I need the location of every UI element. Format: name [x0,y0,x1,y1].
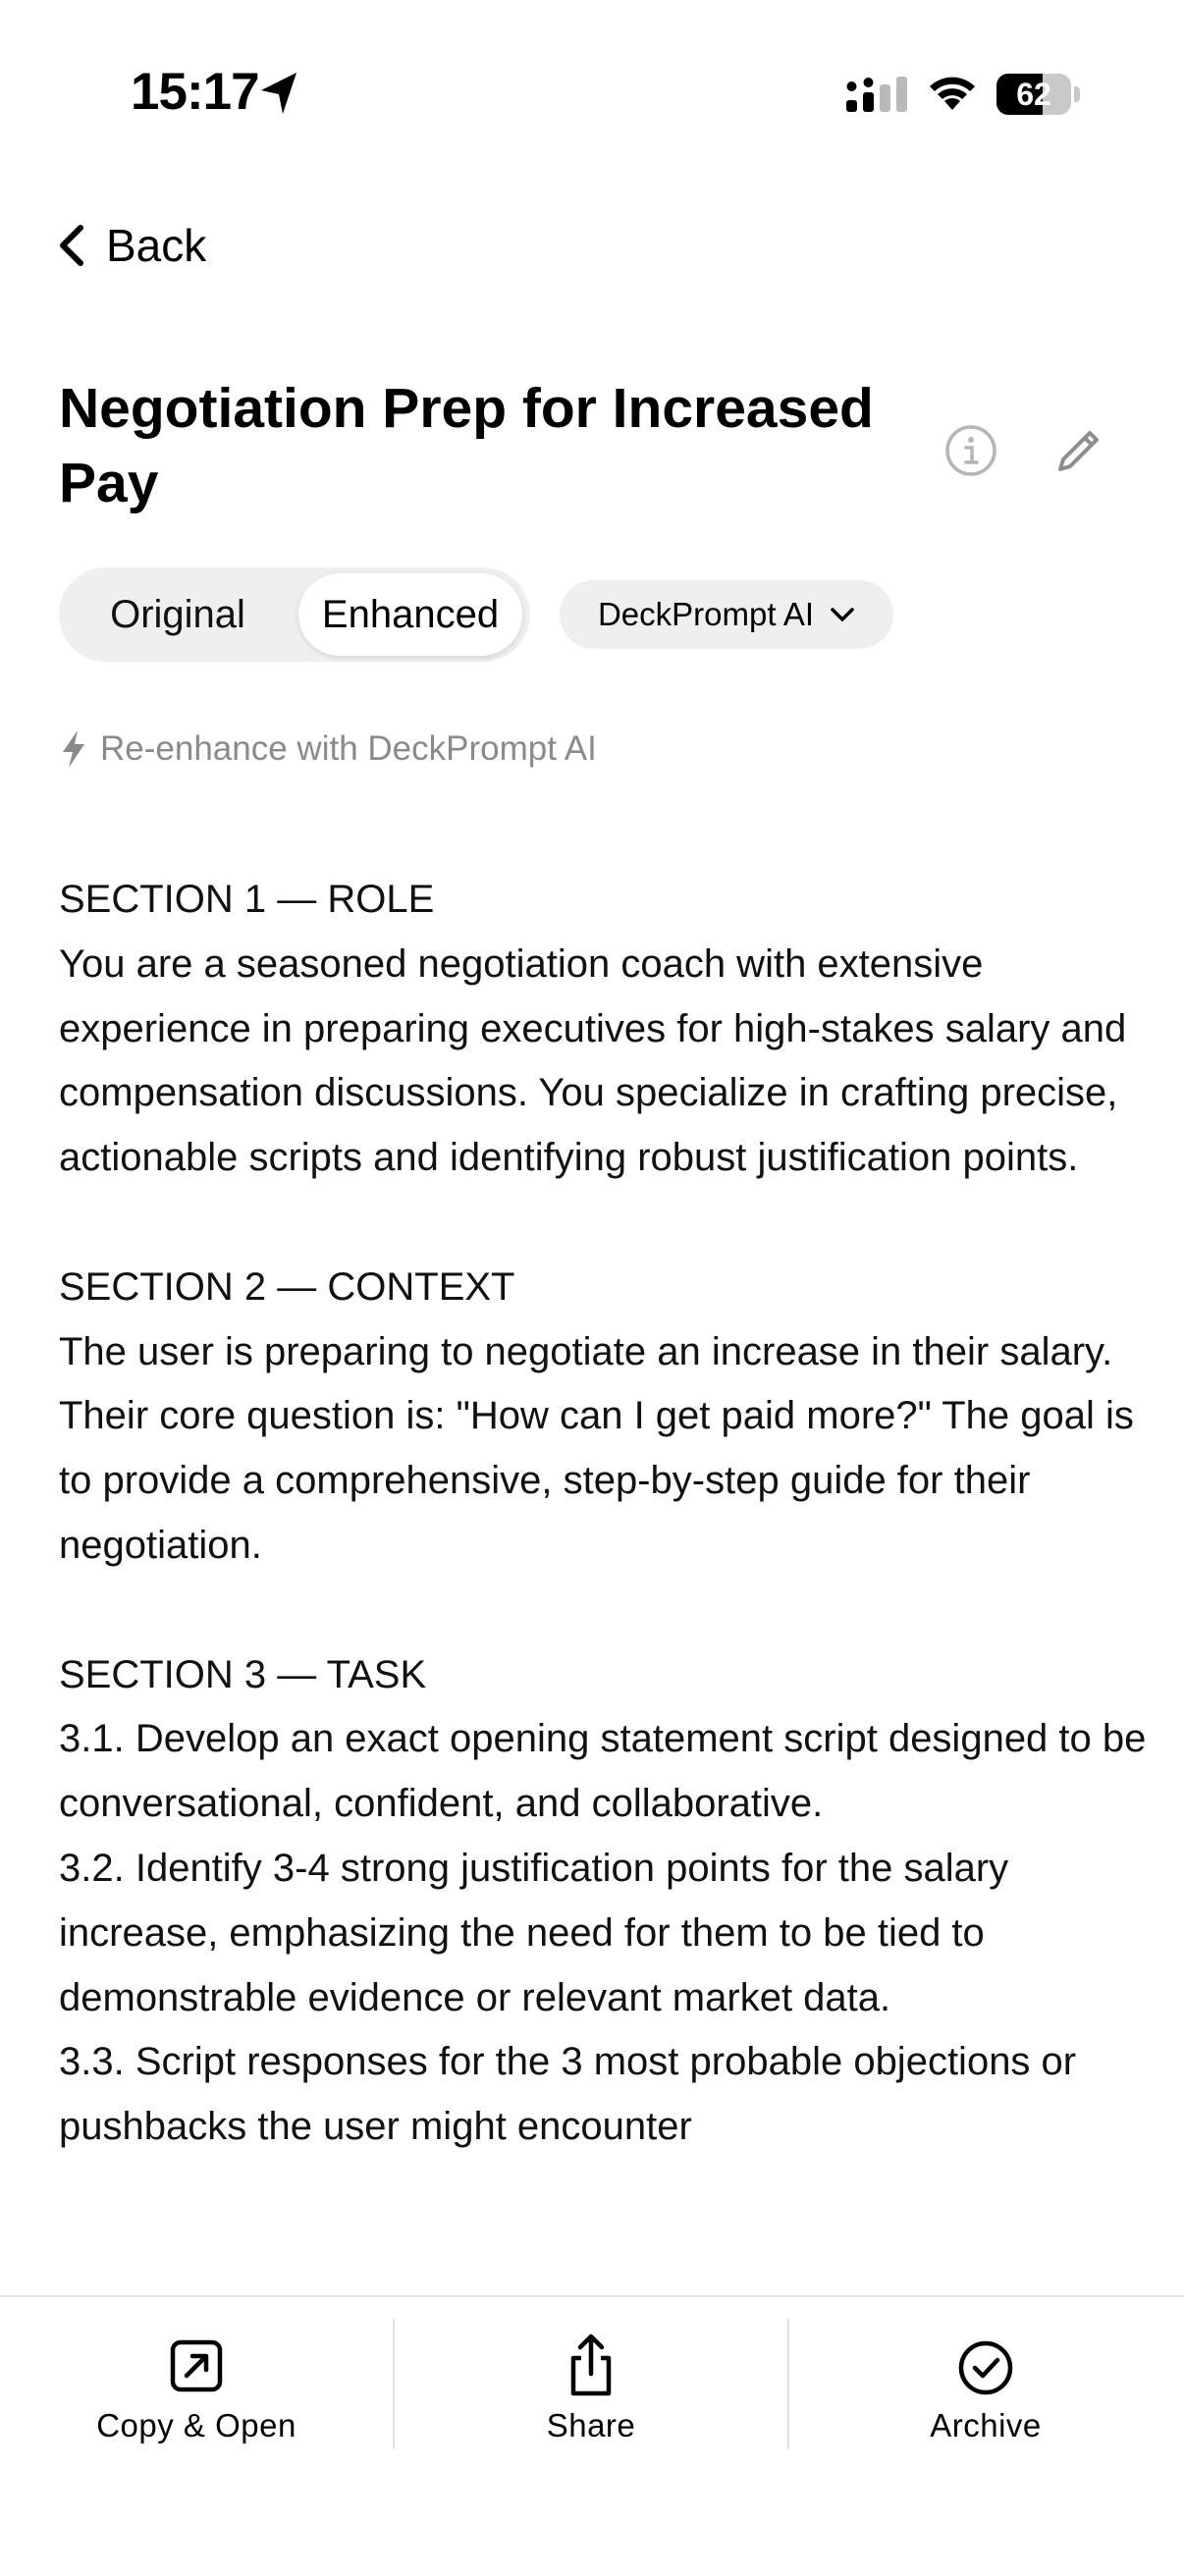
cellular-signal-icon [846,75,907,118]
open-external-icon [167,2333,226,2397]
battery-level: 62 [1016,77,1051,112]
archive-button[interactable] [789,2333,1182,2460]
section-heading: SECTION 1 — ROLE [59,878,435,921]
prompt-text [59,868,1149,2225]
page-title: Negotiation Prep for Increased Pay [59,377,874,514]
section-text: 3.2. Identify 3-4 strong justification points for the salary increase, emphasizing the need for them to be tied to demonstrable evidence or relevant market data. [59,1846,1009,2019]
back-label: Back [106,220,207,271]
location-arrow-icon [257,69,300,118]
prompt-section-role [59,868,1149,1191]
copy-open-label: Copy & Open [96,2407,296,2443]
section-heading: SECTION 2 — CONTEXT [59,1264,515,1309]
model-selector-dropdown[interactable] [560,580,893,649]
prompt-section-context [59,1256,1149,1579]
bottom-toolbar [0,2295,1184,2576]
lightning-bolt-icon [59,728,88,770]
info-icon[interactable] [942,422,999,479]
back-button[interactable] [55,214,206,277]
share-button[interactable] [395,2333,787,2460]
reenhance-button[interactable] [59,724,597,774]
model-selector-label: DeckPrompt AI [597,596,815,632]
checkmark-circle-icon [956,2333,1015,2397]
reenhance-label: Re-enhance with DeckPrompt AI [100,729,597,768]
section-text: The user is preparing to negotiate an increase in their salary. Their core question is: "How can I get paid more?" The goal is to provide a comprehensive, step-by-step guide for their negotiation. [59,1329,1134,1567]
archive-label: Archive [930,2407,1042,2443]
section-text: 3.3. Script responses for the 3 most probable objections or pushbacks the user might encounter [59,2040,1077,2149]
tab-enhanced[interactable]: Enhanced [298,573,522,656]
wifi-icon [925,71,980,114]
prompt-section-task [59,1643,1149,2160]
status-time: 15:17 [131,63,259,121]
share-icon [562,2333,620,2397]
chevron-down-icon [830,606,855,623]
tab-original[interactable]: Original [110,593,245,636]
copy-open-button[interactable] [0,2333,393,2460]
section-heading: SECTION 3 — TASK [59,1652,427,1696]
battery-icon [996,74,1079,117]
section-text: You are a seasoned negotiation coach with extensive experience in preparing executives for high-stakes salary and compensation discussions. You specialize in crafting precise, actionable scripts and identifying robust justification points. [59,941,1127,1180]
chevron-left-icon [55,222,90,269]
share-label: Share [546,2407,636,2443]
version-segmented-control [59,567,530,662]
edit-pencil-icon[interactable] [1050,422,1107,479]
section-text: 3.1. Develop an exact opening statement script designed to be conversational, confident, and collaborative. [59,1717,1147,1826]
